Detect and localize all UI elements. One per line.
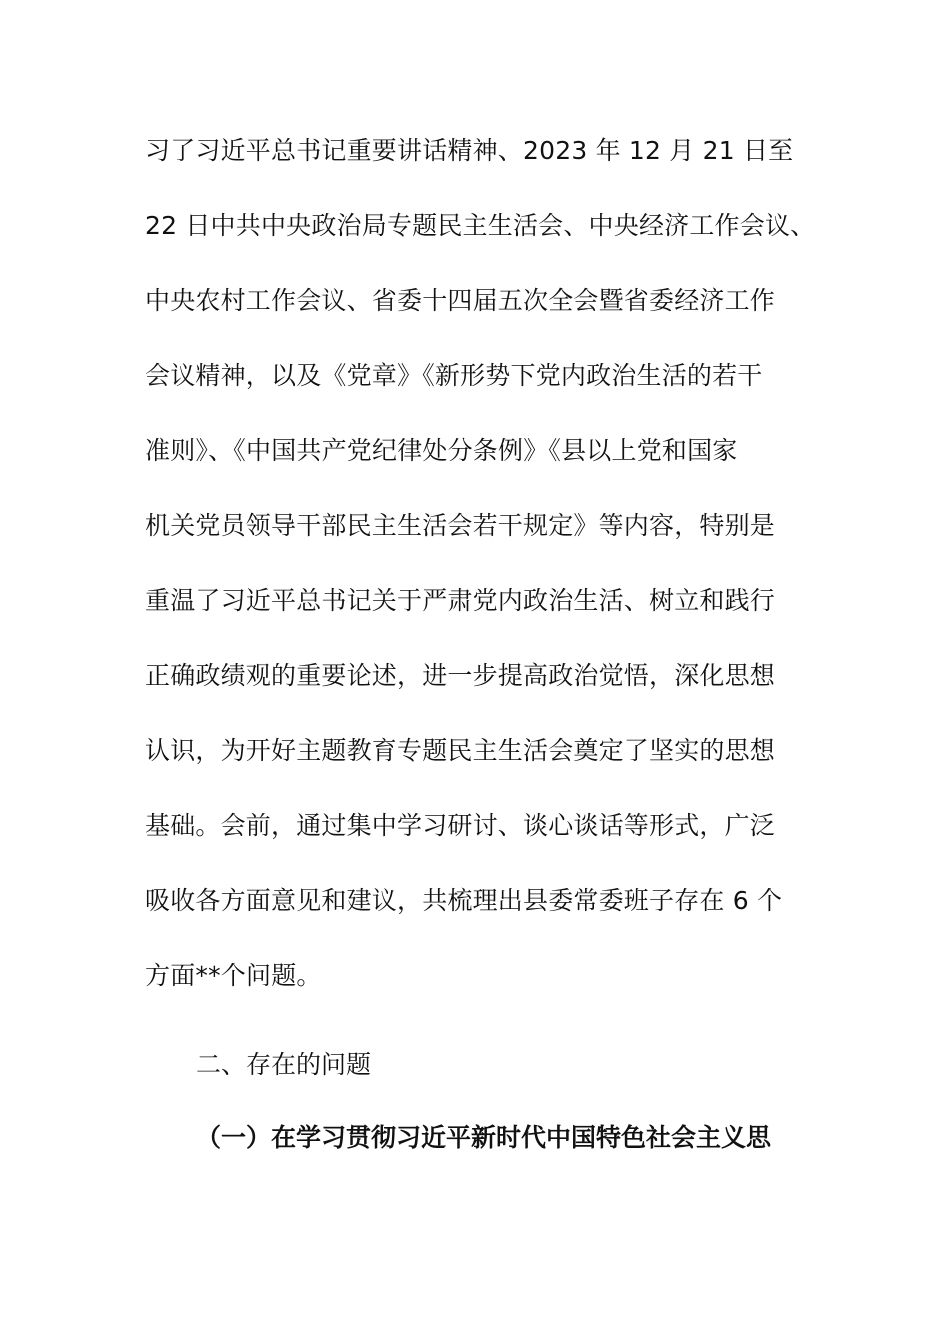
paragraph-line: 基础。会前，通过集中学习研讨、谈心谈话等形式，广泛 [145, 811, 776, 840]
paragraph-line: 机关党员领导干部民主生活会若干规定》等内容，特别是 [145, 511, 776, 540]
paragraph-line: 吸收各方面意见和建议，共梳理出县委常委班子存在 6 个 [145, 886, 783, 915]
paragraph-line: 准则》、《中国共产党纪律处分条例》《县以上党和国家 [145, 436, 738, 465]
paragraph-line: 正确政绩观的重要论述，进一步提高政治觉悟，深化思想 [145, 661, 776, 690]
paragraph-line: 重温了习近平总书记关于严肃党内政治生活、树立和践行 [145, 586, 776, 615]
paragraph-line: 方面**个问题。 [145, 961, 322, 990]
paragraph-line: 22 日中共中央政治局专题民主生活会、中央经济工作会议、 [145, 211, 816, 240]
paragraph-line: 中央农村工作会议、省委十四届五次全会暨省委经济工作 [145, 286, 776, 315]
paragraph-line: 会议精神，以及《党章》《新形势下党内政治生活的若干 [145, 361, 763, 390]
section-heading: 二、存在的问题 [196, 1050, 372, 1079]
paragraph-line: 认识，为开好主题教育专题民主生活会奠定了坚实的思想 [145, 736, 776, 765]
paragraph-line: 习了习近平总书记重要讲话精神、2023 年 12 月 21 日至 [145, 136, 794, 165]
subsection-heading: （一）在学习贯彻习近平新时代中国特色社会主义思 [196, 1123, 772, 1152]
